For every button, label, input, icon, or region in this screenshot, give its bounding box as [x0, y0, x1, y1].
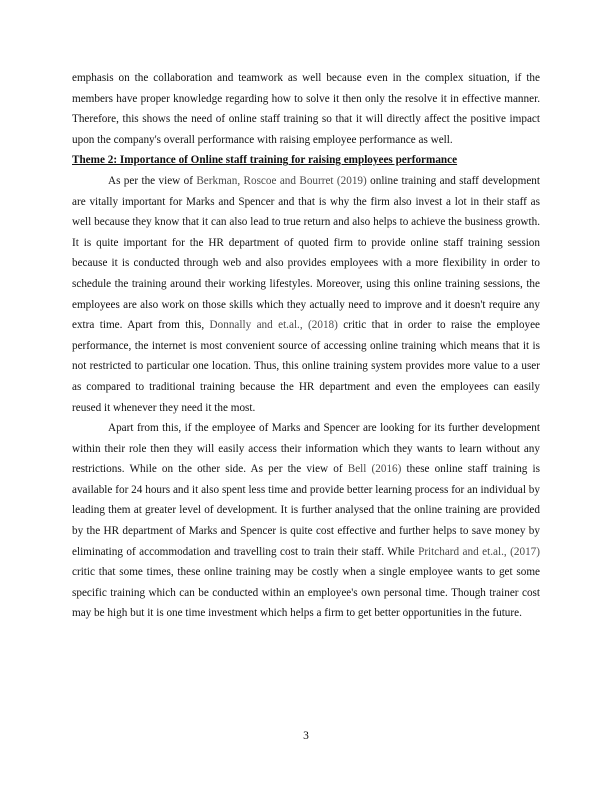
citation: Berkman, Roscoe and Bourret (2019) — [196, 174, 367, 187]
paragraph-text: Apart from this, if the employee of Marks and Spencer are looking for its further development within their role then they will easily access their information which they wants to learn without any restrictions. While on the other side. As per the view of — [72, 422, 540, 476]
body-paragraph-2 — [72, 171, 540, 418]
citation: Bell (2016) — [347, 463, 402, 476]
citation: Pritchard and et.al., (2017) — [418, 545, 540, 558]
paragraph-text: these online staff training is available for 24 hours and it also spent less time and provide better learning process for an individual by leading them at greater level of development. It is further analysed that the online training are provided by the HR department of Marks and Spencer is quite cost effective and further helps to save money by eliminating of accommodation and travelling cost to train their staff. While — [72, 463, 540, 558]
page-number: 3 — [303, 730, 309, 742]
paragraph-text: online training and staff development are vitally important for Marks and Spencer and that is why the firm also invest a lot in their staff as well because they know that it can also lead to true return and also helps to achieve the business growth. It is quite important for the HR department of quoted firm to provide online staff training session because it is conducted through web and also provides employees with a more flexibility in order to schedule the training around their working lifestyles. Moreover, using this online training sessions, the employees are also work on those skills which they actually need to improve and it doesn't require any extra time. Apart from this, — [72, 174, 541, 332]
citation: Donnally and et.al., (2018) — [209, 319, 338, 332]
document-page — [72, 68, 540, 624]
intro-paragraph: emphasis on the collaboration and teamwork as well because even in the complex situation, if the members have proper knowledge regarding how to solve it then only the resolve it in effective manner. Therefore, this shows the need of online staff training so that it will directly affect the positive impact upon the company's overall performance with raising employee performance as well. — [72, 72, 540, 146]
paragraph-text: As per the view of — [108, 174, 197, 187]
paragraph-text: critic that some times, these online training may be costly when a single employee wants to get some specific training which can be conducted within an employee's own personal time. Though trainer cost may be high but it is one time investment which helps a firm to get better opportunities in the future. — [72, 566, 540, 620]
section-heading: Theme 2: Importance of Online staff training for raising employees performance — [72, 154, 458, 167]
paragraph-text: critic that in order to raise the employee performance, the internet is most convenient source of accessing online training which means that it is not restricted to particular one location. Thus, this online training system provides more value to a user as compared to traditional training because the HR department and even the employees can easily reused it whenever they need it the most. — [72, 319, 541, 414]
body-paragraph-3 — [72, 418, 540, 624]
